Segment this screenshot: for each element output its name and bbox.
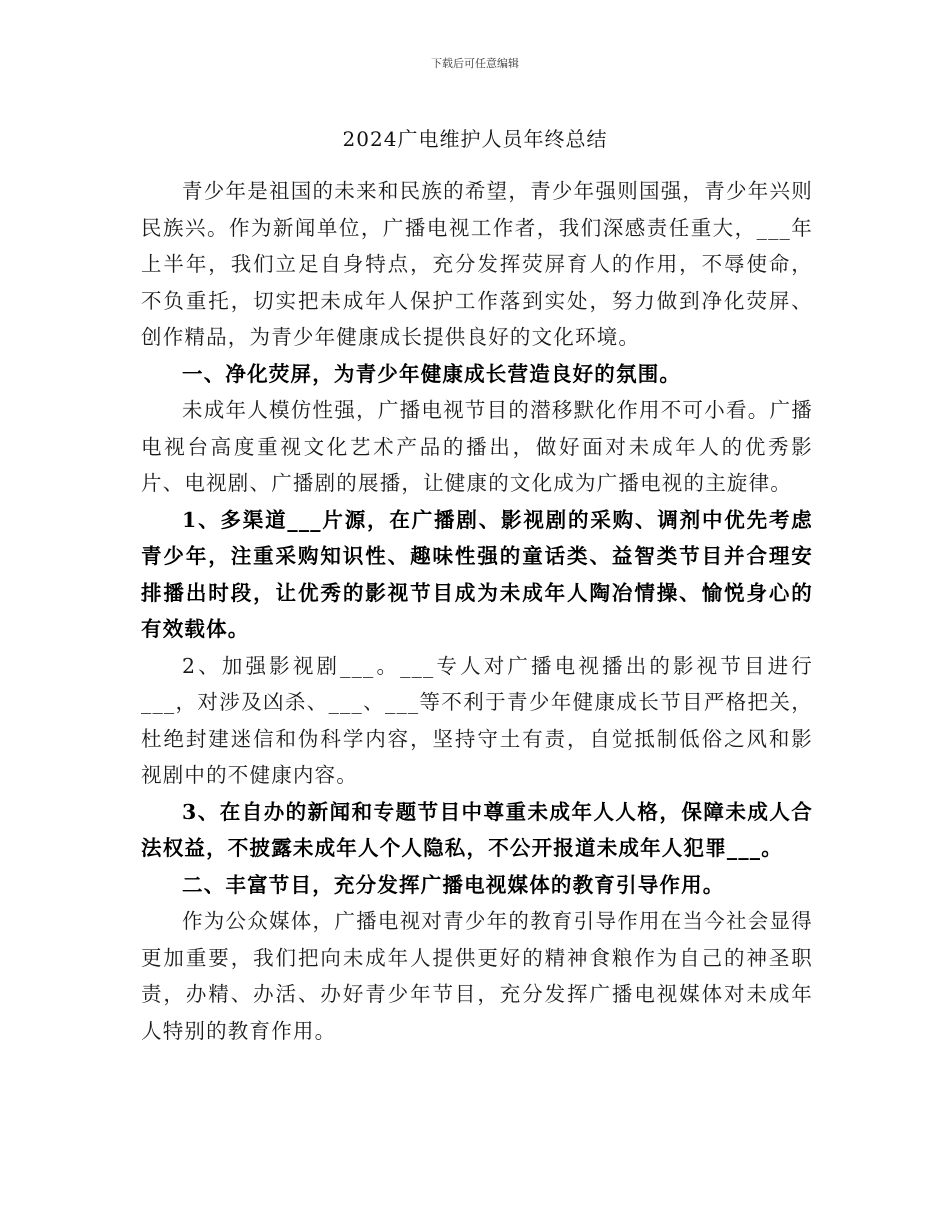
header-note: 下载后可任意编辑 xyxy=(431,57,519,70)
paragraph-section-2: 作为公众媒体，广播电视对青少年的教育引导作用在当今社会显得更加重要，我们把向未成年人提供更好的精神食粮作为自己的神圣职责，办精、办活、办好青少年节目，充分发挥广播电视媒体对未成年人特别的教育作用。 xyxy=(141,909,813,1043)
item-2: 2、加强影视剧___。___专人对广播电视播出的影视节目进行___，对涉及凶杀、___、___等不利于青少年健康成长节目严格把关，杜绝封建迷信和伪科学内容，坚持守土有责，自觉抵制低俗之风和影视剧中的不健康内容。 xyxy=(141,653,813,787)
item-3: 3、在自办的新闻和专题节目中尊重未成年人人格，保障未成人合法权益，不披露未成年人个人隐私，不公开报道未成年人犯罪___。 xyxy=(141,799,813,860)
paragraph-section-1: 未成年人模仿性强，广播电视节目的潜移默化作用不可小看。广播电视台高度重视文化艺术产品的播出，做好面对未成年人的优秀影片、电视剧、广播剧的展播，让健康的文化成为广播电视的主旋律。 xyxy=(141,398,813,495)
item-1: 1、多渠道___片源，在广播剧、影视剧的采购、调剂中优先考虑青少年，注重采购知识性、趣味性强的童话类、益智类节目并合理安排播出时段，让优秀的影视节目成为未成年人陶冶情操、愉悦身心的有效载体。 xyxy=(141,507,813,641)
document-body xyxy=(141,173,813,1049)
heading-section-2: 二、丰富节目，充分发挥广播电视媒体的教育引导作用。 xyxy=(182,872,725,897)
paragraph-intro: 青少年是祖国的未来和民族的希望，青少年强则国强，青少年兴则民族兴。作为新闻单位，广播电视工作者，我们深感责任重大，___年上半年，我们立足自身特点，充分发挥荧屏育人的作用，不辱使命，不负重托，切实把未成年人保护工作落到实处，努力做到净化荧屏、创作精品，为青少年健康成长提供良好的文化环境。 xyxy=(141,179,813,349)
heading-section-1: 一、净化荧屏，为青少年健康成长营造良好的氛围。 xyxy=(182,361,682,386)
document-title: 2024广电维护人员年终总结 xyxy=(342,127,608,151)
